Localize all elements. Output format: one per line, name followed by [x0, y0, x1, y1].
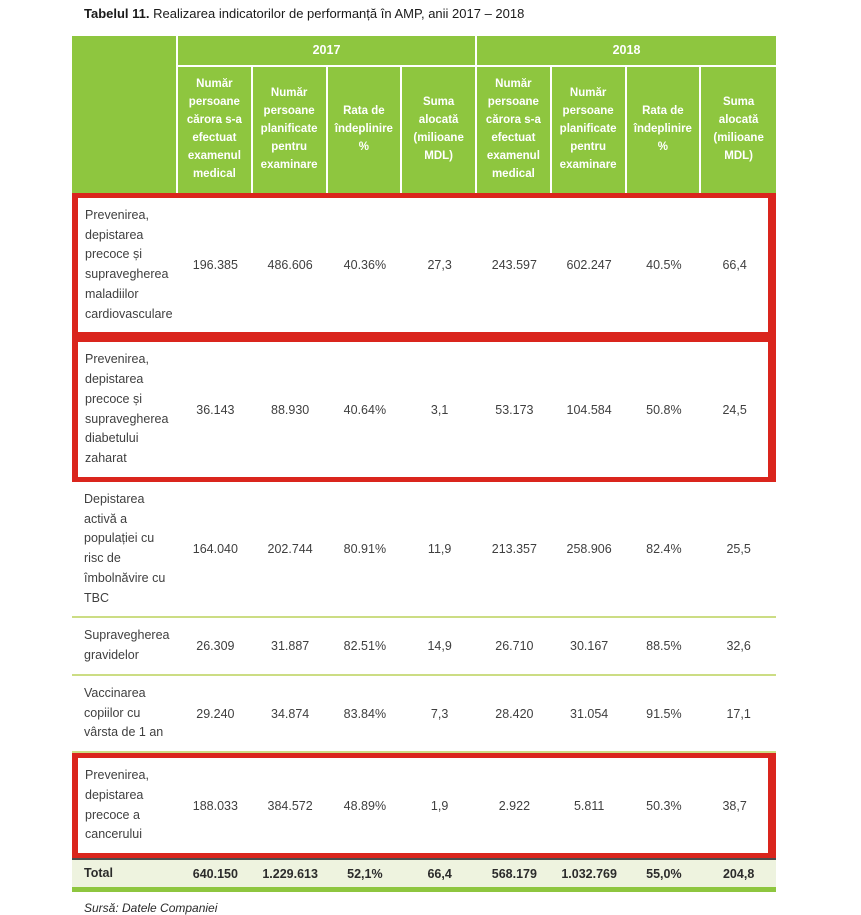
table-cell: 3,1 [402, 337, 477, 482]
table-cell: 26.309 [178, 618, 253, 676]
table-cell: 66,4 [701, 193, 776, 338]
table-title [0, 0, 861, 23]
total-cell: 55,0% [627, 858, 702, 892]
table-cell: 1,9 [402, 753, 477, 858]
table-cell: 32,6 [701, 618, 776, 676]
column-header-2017-sum: Suma alocată (milioane MDL) [402, 67, 477, 193]
table-cell: 486.606 [253, 193, 328, 338]
table-cell: 258.906 [552, 482, 627, 619]
table-cell: 53.173 [477, 337, 552, 482]
table-cell: 91.5% [627, 676, 702, 753]
row-label: Vaccinarea copiilor cu vârsta de 1 an [72, 676, 178, 753]
table-cell: 7,3 [402, 676, 477, 753]
table-cell: 50.3% [627, 753, 702, 858]
table-row-tbc [72, 482, 776, 619]
table-cell: 38,7 [701, 753, 776, 858]
total-cell: 568.179 [477, 858, 552, 892]
table-cell: 80.91% [328, 482, 403, 619]
table-cell: 82.51% [328, 618, 403, 676]
total-cell: 66,4 [402, 858, 477, 892]
year-header-row [72, 36, 776, 67]
table-title-number: Tabelul 11. [84, 6, 150, 21]
table-row-diabetes [72, 337, 776, 482]
table-cell: 164.040 [178, 482, 253, 619]
table-cell: 104.584 [552, 337, 627, 482]
table-cell: 2.922 [477, 753, 552, 858]
table-cell: 88.930 [253, 337, 328, 482]
row-label: Prevenirea, depistarea precoce și supravegherea diabetului zaharat [72, 337, 178, 482]
total-label: Total [72, 858, 178, 892]
table-cell: 25,5 [701, 482, 776, 619]
table-cell: 82.4% [627, 482, 702, 619]
table-cell: 196.385 [178, 193, 253, 338]
table-cell: 48.89% [328, 753, 403, 858]
table-cell: 27,3 [402, 193, 477, 338]
table-cell: 213.357 [477, 482, 552, 619]
row-label: Prevenirea, depistarea precoce și supravegherea maladiilor cardiovasculare [72, 193, 178, 338]
table-cell: 384.572 [253, 753, 328, 858]
table-cell: 34.874 [253, 676, 328, 753]
total-cell: 204,8 [701, 858, 776, 892]
column-header-2018-rate: Rata de îndeplinire % [627, 67, 702, 193]
column-header-2017-examined: Număr persoane cărora s-a efectuat examenul medical [178, 67, 253, 193]
table-cell: 26.710 [477, 618, 552, 676]
table-cell: 83.84% [328, 676, 403, 753]
year-header-2017: 2017 [178, 36, 477, 67]
row-label: Depistarea activă a populației cu risc de îmbolnăvire cu TBC [72, 482, 178, 619]
table-cell: 40.36% [328, 193, 403, 338]
table-row-total [72, 858, 776, 892]
year-header-2018: 2018 [477, 36, 776, 67]
table-cell: 50.8% [627, 337, 702, 482]
table-row-pregnant [72, 618, 776, 676]
table-cell: 28.420 [477, 676, 552, 753]
source-note: Sursă: Datele Companiei [84, 901, 218, 915]
table-cell: 5.811 [552, 753, 627, 858]
row-label: Prevenirea, depistarea precoce a cancerului [72, 753, 178, 858]
table-cell: 24,5 [701, 337, 776, 482]
table-cell: 202.744 [253, 482, 328, 619]
row-label: Supravegherea gravidelor [72, 618, 178, 676]
table-cell: 31.887 [253, 618, 328, 676]
total-cell: 1.229.613 [253, 858, 328, 892]
table-header [72, 36, 776, 193]
table-cell: 29.240 [178, 676, 253, 753]
table-cell: 188.033 [178, 753, 253, 858]
table-cell: 31.054 [552, 676, 627, 753]
total-cell: 640.150 [178, 858, 253, 892]
column-header-2017-planned: Număr persoane planificate pentru examinare [253, 67, 328, 193]
table-cell: 243.597 [477, 193, 552, 338]
table-row-vaccination [72, 676, 776, 753]
column-header-2018-examined: Număr persoane cărora s-a efectuat examenul medical [477, 67, 552, 193]
table-row-cancer [72, 753, 776, 858]
table-cell: 11,9 [402, 482, 477, 619]
table-cell: 40.5% [627, 193, 702, 338]
table-cell: 30.167 [552, 618, 627, 676]
table-cell: 602.247 [552, 193, 627, 338]
table-cell: 17,1 [701, 676, 776, 753]
column-header-2018-sum: Suma alocată (milioane MDL) [701, 67, 776, 193]
performance-table [72, 36, 776, 892]
table-cell: 88.5% [627, 618, 702, 676]
table-cell: 36.143 [178, 337, 253, 482]
column-header-2018-planned: Număr persoane planificate pentru examinare [552, 67, 627, 193]
column-header-2017-rate: Rata de îndeplinire % [328, 67, 403, 193]
table-row-cardiovascular [72, 193, 776, 338]
corner-header-cell [72, 36, 178, 193]
total-cell: 52,1% [328, 858, 403, 892]
table-title-text: Realizarea indicatorilor de performanță în AMP, anii 2017 – 2018 [149, 6, 525, 21]
total-cell: 1.032.769 [552, 858, 627, 892]
column-header-row [72, 67, 776, 193]
table-cell: 14,9 [402, 618, 477, 676]
table-cell: 40.64% [328, 337, 403, 482]
